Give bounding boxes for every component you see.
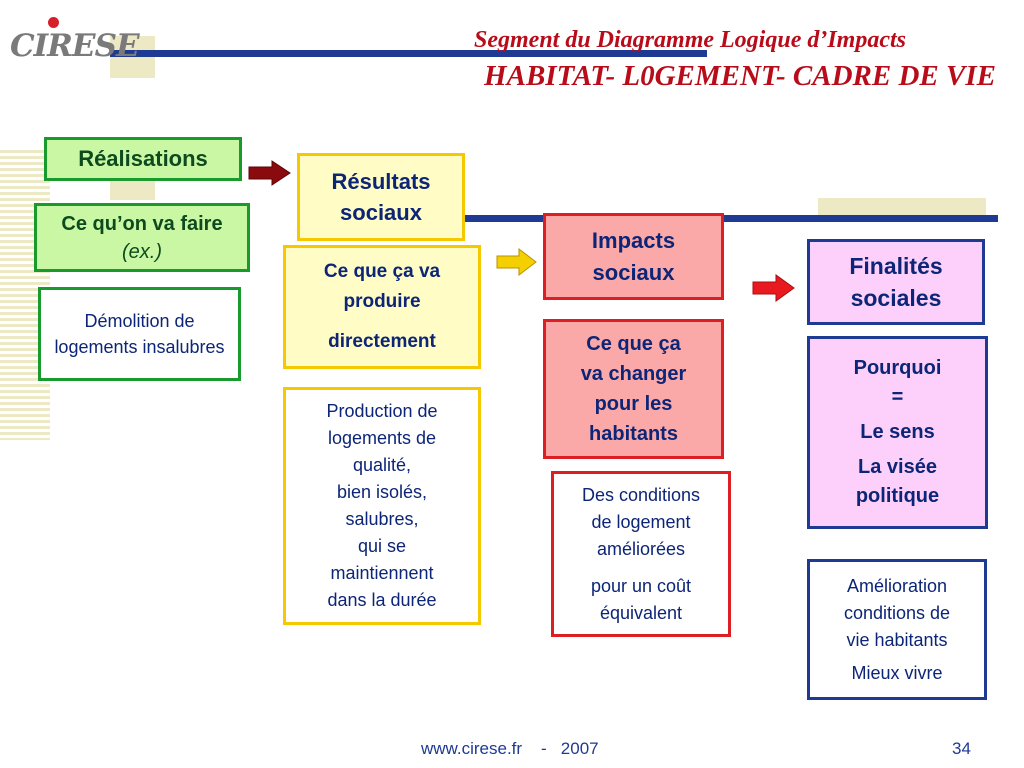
subtitle: Segment du Diagramme Logique d’Impacts [474,27,906,53]
impacts-example [551,471,731,637]
finalites-example-line3: vie habitants [846,629,948,650]
realisations-desc-bold: Ce qu’on va faire [61,212,223,235]
finalites-desc-line3: Le sens [860,421,935,443]
impacts-desc-line: pour les [594,393,673,415]
resultats-example-line: qualité, [352,455,412,475]
resultats-example-line: qui se [357,536,407,556]
realisations-example-text: Démolition de logements insalubres [54,311,225,357]
resultats-title-line1: Résultats [331,169,431,194]
resultats-desc-line1: Ce que ça va [323,261,441,282]
impacts-example-line4: pour un coût [590,575,692,596]
realisations-description-text [43,210,241,266]
finalites-title-line1: Finalités [849,253,943,279]
impacts-header [543,213,724,300]
impacts-example-line5: équivalent [599,602,683,623]
cirese-logo [8,24,139,80]
logo-red-dot [48,17,59,28]
resultats-header [297,153,465,241]
finalites-description [807,336,988,529]
finalites-desc-line5: politique [855,485,940,507]
finalites-desc-line1: Pourquoi [853,357,942,379]
resultats-example-line: dans la durée [327,590,437,610]
finalites-example-line1: Amélioration [846,575,948,596]
impacts-description [543,319,724,459]
page-title: HABITAT- L0GEMENT- CADRE DE VIE [484,60,996,92]
realisations-title: Réalisations [78,146,208,171]
logo-text: CIRESE [10,28,139,64]
realisations-desc-italic: (ex.) [122,240,162,263]
resultats-example-line: maintiennent [330,563,434,583]
impacts-example-line3: améliorées [596,538,686,559]
arrow-impacts-to-finalites-icon [752,274,796,302]
resultats-example [283,387,481,625]
finalites-example-line4: Mieux vivre [851,662,943,683]
impacts-desc-line: habitants [589,423,678,445]
finalites-desc-line2: = [891,386,904,408]
realisations-description [34,203,250,272]
realisations-example [38,287,241,381]
realisations-header [44,137,242,181]
resultats-title-line2: sociaux [340,200,422,225]
resultats-description [283,245,481,369]
page-number: 34 [952,739,971,758]
resultats-example-line: salubres, [345,509,419,529]
finalites-title-line2: sociales [850,285,942,311]
finalites-example-line2: conditions de [843,602,951,623]
impacts-example-line2: de logement [591,511,691,532]
resultats-desc-line2: produire [343,291,421,312]
resultats-example-line: Production de [326,401,438,421]
resultats-example-line: bien isolés, [336,482,428,502]
impacts-desc-line: Ce que ça [586,333,681,355]
resultats-desc-line3: directement [328,331,436,352]
impacts-desc-line: va changer [580,363,687,385]
impacts-title-line1: Impacts [591,227,676,253]
finalites-desc-line4: La visée [858,456,937,478]
arrow-realisations-to-resultats-icon [248,160,292,186]
impacts-title-line2: sociaux [592,259,675,285]
footer-site: www.cirese.fr - 2007 [421,739,599,758]
impacts-example-line1: Des conditions [581,484,701,505]
resultats-example-line: logements de [327,428,437,448]
finalites-header [807,239,985,325]
arrow-resultats-to-impacts-icon [496,248,538,276]
finalites-example [807,559,987,700]
